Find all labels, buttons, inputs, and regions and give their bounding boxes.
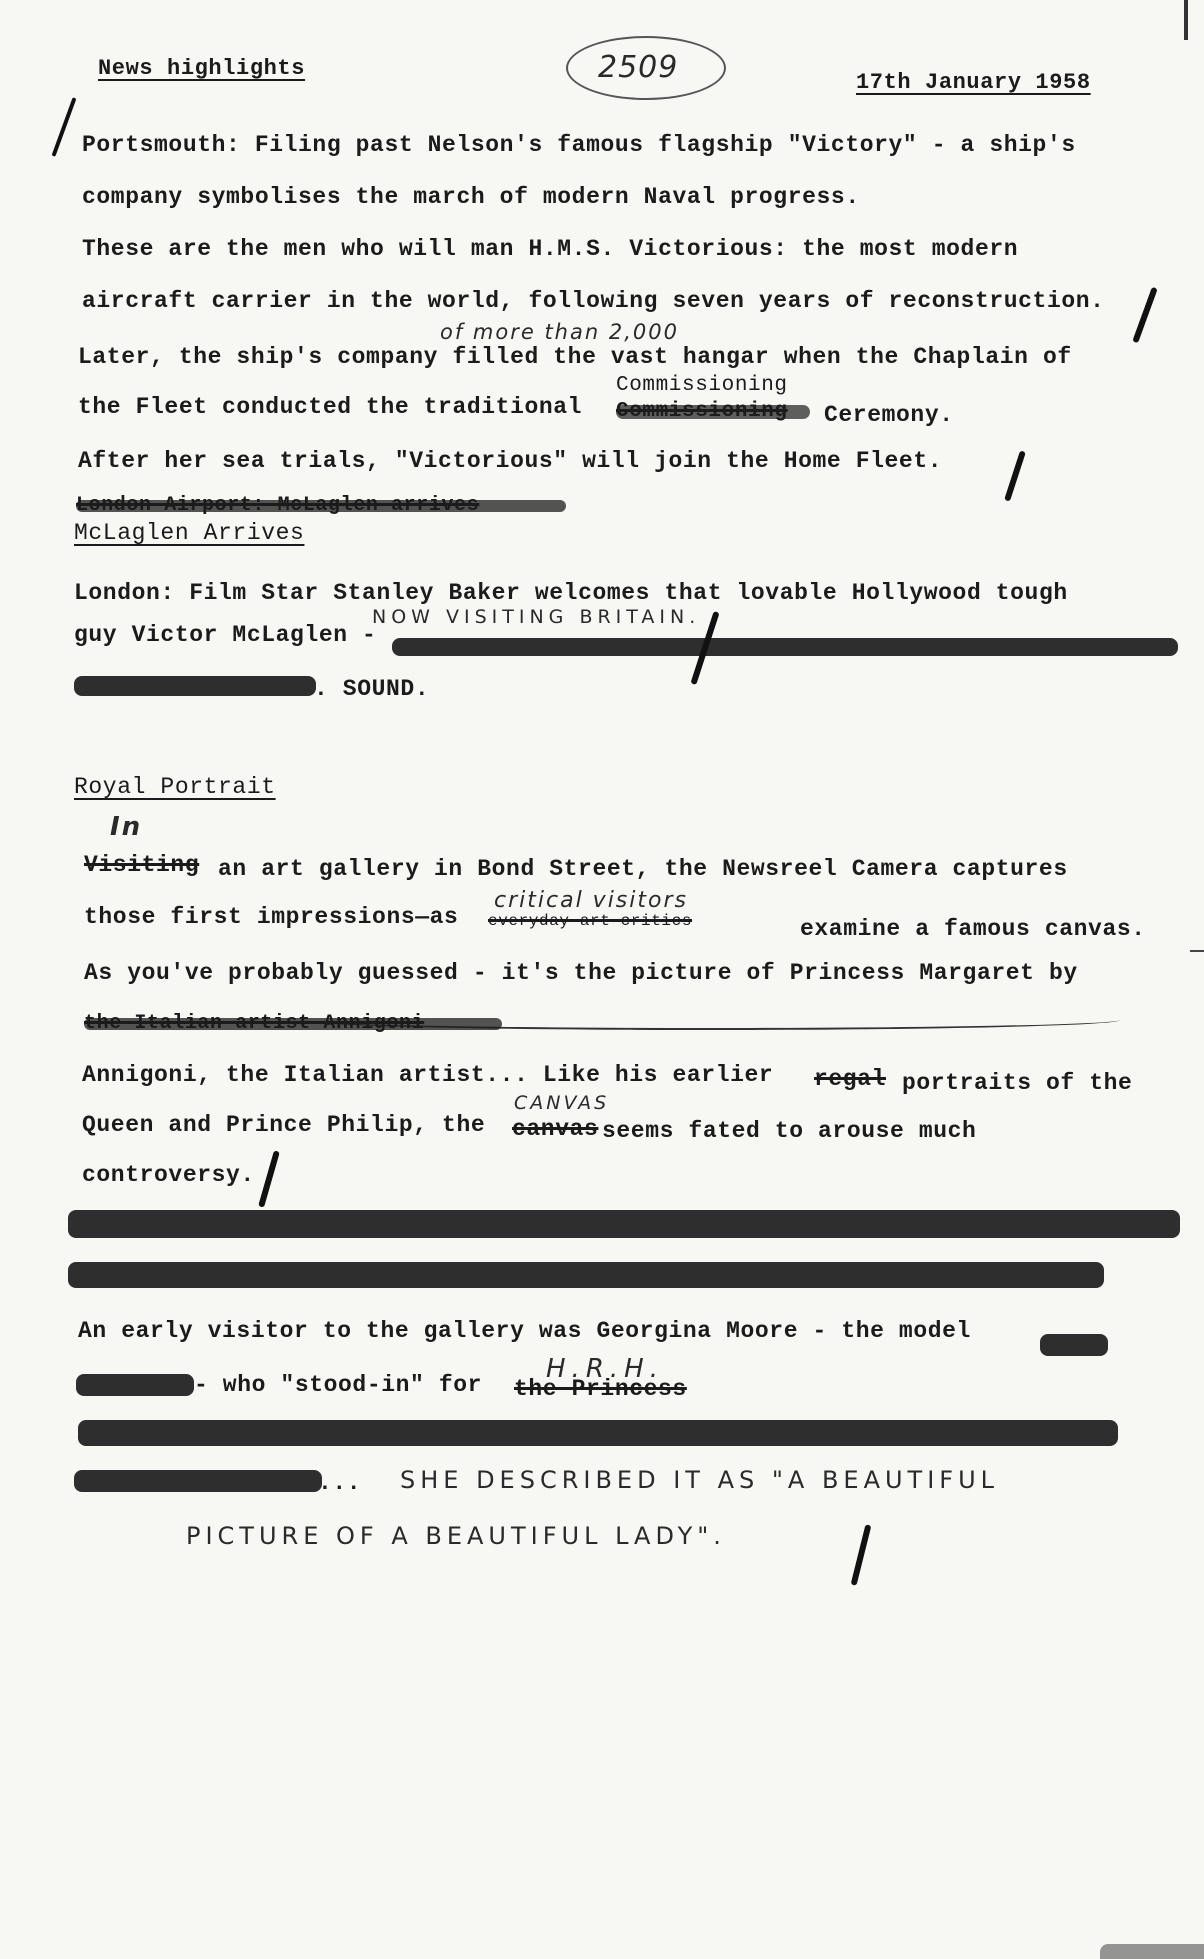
redaction-8 xyxy=(74,1470,322,1492)
story1-line-3: These are the men who will man H.M.S. Victorious: the most modern xyxy=(82,236,1019,262)
redaction-1 xyxy=(392,638,1178,656)
overtype-line xyxy=(84,1018,502,1030)
struck-canvas: canvas xyxy=(512,1116,599,1142)
story3-line-7: Queen and Prince Philip, the xyxy=(82,1112,486,1138)
redaction-7 xyxy=(78,1420,1118,1446)
insert-now-visiting: NOW VISITING BRITAIN. xyxy=(372,606,701,628)
story4-line-2: - who "stood-in" for xyxy=(194,1372,483,1398)
story3-line-8: seems fated to arouse much xyxy=(602,1118,977,1144)
handwritten-quote-2: PICTURE OF A BEAUTIFUL LADY". xyxy=(186,1522,726,1550)
story2-line-3: . SOUND. xyxy=(314,676,430,702)
story1-line-5: Later, the ship's company filled the vast hangar when the Chaplain of xyxy=(78,344,1072,370)
struck-princess: the Princess xyxy=(514,1376,687,1402)
story3-heading: Royal Portrait xyxy=(74,774,276,800)
story3-line-6: portraits of the xyxy=(902,1070,1133,1096)
ref-number: 2509 xyxy=(598,50,679,85)
story3-line-9: controversy. xyxy=(82,1162,255,1188)
story3-line-1: an art gallery in Bond Street, the Newsreel Camera captures xyxy=(218,856,1068,882)
handwritten-quote-1: SHE DESCRIBED IT AS "A BEAUTIFUL xyxy=(400,1466,1000,1494)
story4-line-1: An early visitor to the gallery was Georgina Moore - the model xyxy=(78,1318,971,1344)
story2-line-2: guy Victor McLaglen - xyxy=(74,622,377,648)
redaction-5 xyxy=(1040,1334,1108,1356)
document-title: News highlights xyxy=(98,56,306,81)
insert-commissioning: Commissioning xyxy=(616,374,788,397)
story3-line-5: Annigoni, the Italian artist... Like his earlier xyxy=(82,1062,774,1088)
story3-line-3: examine a famous canvas. xyxy=(800,916,1146,942)
redaction-3 xyxy=(68,1210,1180,1238)
insert-critical-visitors: critical visitors xyxy=(494,888,688,913)
page-edge-mark xyxy=(1184,0,1188,40)
page-edge-mark xyxy=(1190,950,1204,952)
struck-critics: everyday art critics xyxy=(488,912,693,930)
edit-mark xyxy=(258,1150,280,1207)
insert-canvas: CANVAS xyxy=(514,1092,610,1114)
story3-line-2: those first impressions—as xyxy=(84,904,459,930)
insert-in: In xyxy=(110,812,143,842)
redaction-4 xyxy=(68,1262,1104,1288)
edit-mark xyxy=(851,1524,872,1586)
redaction-2 xyxy=(74,676,316,696)
edit-mark xyxy=(1004,450,1026,501)
overtype-commissioning xyxy=(616,405,810,419)
page-corner-smudge xyxy=(1100,1944,1204,1959)
struck-regal: regal xyxy=(814,1066,887,1092)
margin-mark xyxy=(52,97,77,157)
story1-line-7: Ceremony. xyxy=(824,402,954,428)
story2-heading: McLaglen Arrives xyxy=(74,520,305,546)
story3-line-4: As you've probably guessed - it's the picture of Princess Margaret by xyxy=(84,960,1078,986)
story4-line-3: ... xyxy=(318,1470,362,1496)
story1-line-4: aircraft carrier in the world, following seven years of reconstruction. xyxy=(82,288,1105,314)
story1-line-1: Portsmouth: Filing past Nelson's famous flagship "Victory" - a ship's xyxy=(82,132,1076,158)
edit-mark xyxy=(1132,287,1157,344)
document-date: 17th January 1958 xyxy=(856,70,1091,95)
insert-hrh: H.R.H. xyxy=(546,1354,664,1384)
redaction-6 xyxy=(76,1374,194,1396)
story1-line-2: company symbolises the march of modern Naval progress. xyxy=(82,184,860,210)
overtype-heading xyxy=(76,500,566,512)
story1-line-8: After her sea trials, "Victorious" will join the Home Fleet. xyxy=(78,448,943,474)
story1-line-6: the Fleet conducted the traditional xyxy=(78,394,583,420)
struck-visiting: Visiting xyxy=(84,852,200,878)
insert-more-than: of more than 2,000 xyxy=(440,320,679,344)
story2-line-1: London: Film Star Stanley Baker welcomes that lovable Hollywood tough xyxy=(74,580,1068,606)
